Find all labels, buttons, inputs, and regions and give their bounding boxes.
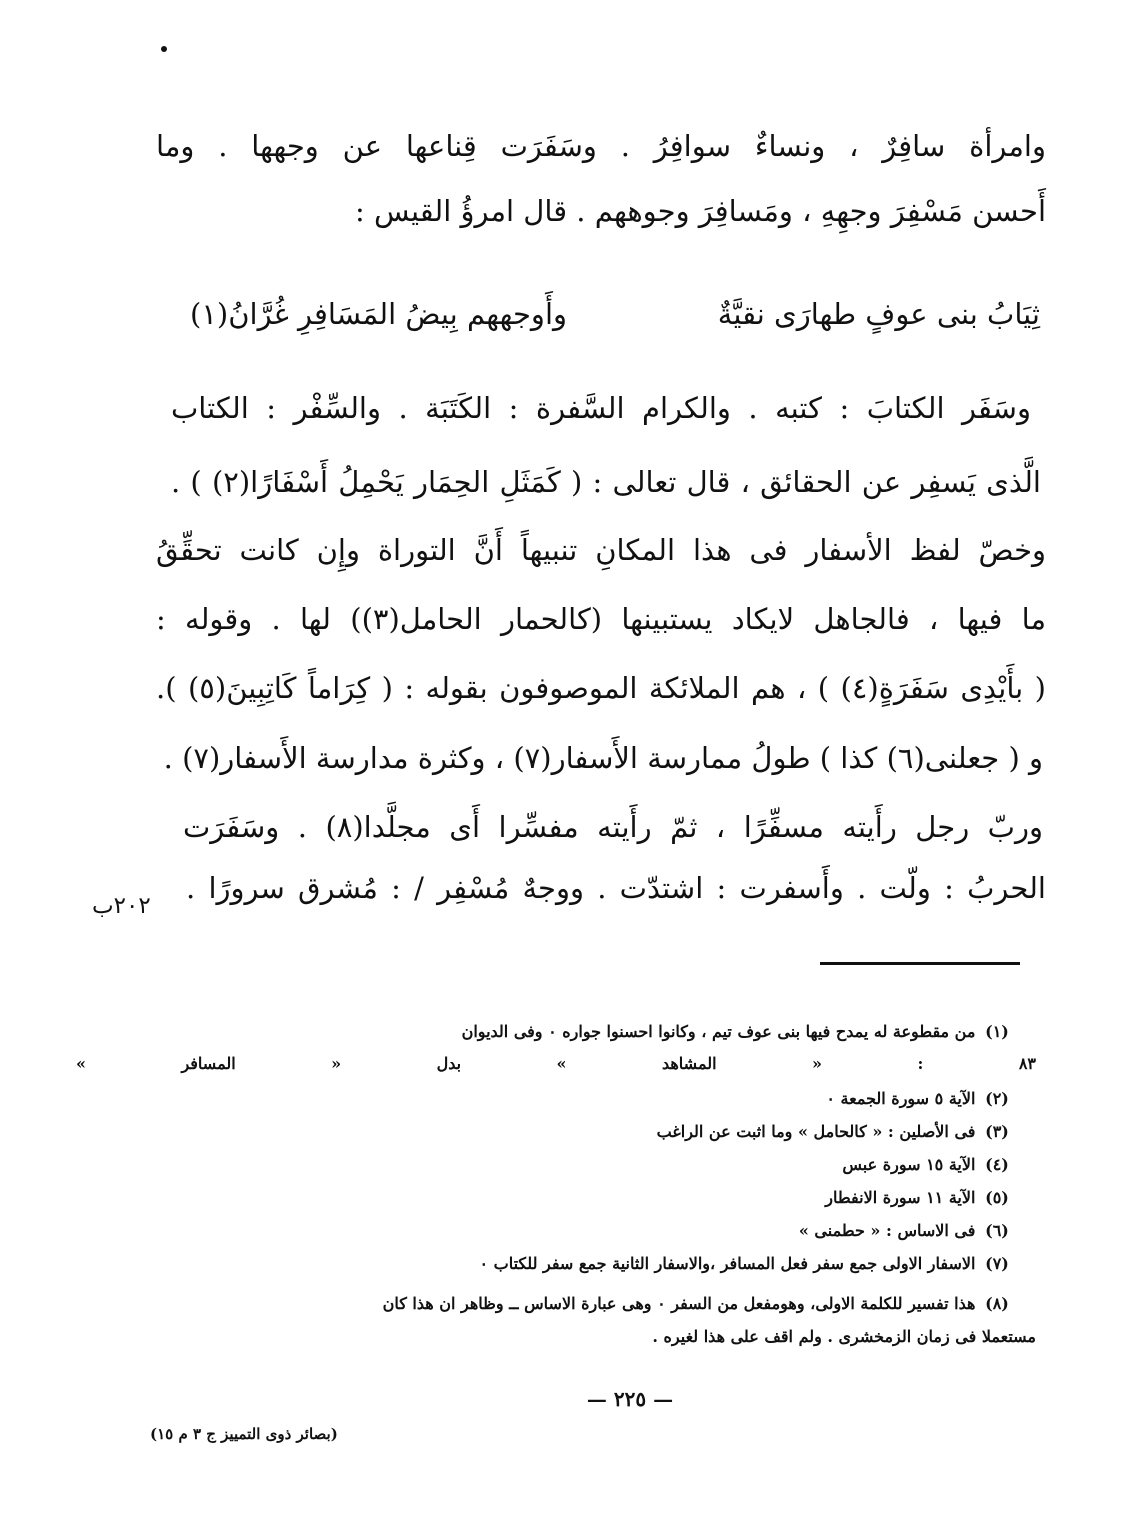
footnote-4: [842, 1153, 1013, 1177]
footnote-text: الآية ٥ سورة الجمعة ٠: [826, 1089, 976, 1108]
footnote-text: الآية ١٥ سورة عبس: [842, 1155, 976, 1174]
footnote-text: فى الأصلين : « كالحامل » وما اثبت عن الراغب: [656, 1122, 976, 1141]
ink-speck: [161, 46, 167, 52]
body-line-1: وامرأة سافِرٌ ، ونساءٌ سوافِرُ . وسَفَرَت قِناعها عن وجهها . وما: [156, 129, 1046, 163]
margin-folio-note: ٢٠٢ب: [92, 893, 151, 919]
footnote-3: [657, 1120, 1013, 1144]
footnote-number: (٣): [985, 1122, 1009, 1141]
body-line-7: ( بأَيْدِى سَفَرَةٍ(٤) ) ، هم الملائكة الموصوفون بقوله : ( كِرَاماً كَاتِبِينَ(٥) ).: [156, 671, 1046, 705]
footnote-8-continuation: مستعملا فى زمان الزمخشرى . ولم اقف على هذا لغيره .: [652, 1327, 1036, 1346]
book-signature: (بصائر ذوى التمييز ج ٣ م ١٥): [150, 1425, 338, 1443]
body-line-2: أَحسن مَسْفِرَ وجهِهِ ، ومَسافِرَ وجوههم . قال امرؤُ القيس :: [354, 194, 1046, 228]
footnote-text: الاسفار الاولى جمع سفر فعل المسافر ،والاسفار الثانية جمع سفر للكتاب ٠: [479, 1254, 976, 1273]
page-number: — ٢٢٥ —: [586, 1387, 674, 1411]
body-line-10: الحربُ : ولّت . وأَسفرت : اشتدّت . ووجهٌ مُسْفِر / : مُشرق سرورًا .: [186, 871, 1046, 905]
body-line-3: وسَفَر الكتابَ : كتبه . والكرام السَّفرة : الكَتَبَة . والسِّفْر : الكتاب: [171, 391, 1031, 425]
footnote-1: [462, 1020, 1013, 1044]
footnote-8: [383, 1292, 1013, 1316]
footnote-text: من مقطوعة له يمدح فيها بنى عوف تيم ، وكانوا احسنوا جواره ٠ وفى الديوان: [461, 1022, 976, 1041]
footnote-separator: [820, 962, 1020, 965]
poetry-verse: [190, 292, 1040, 336]
footnote-text: فى الاساس : « حطمنى »: [798, 1221, 976, 1240]
footnote-7: [480, 1252, 1014, 1276]
footnote-number: (٦): [985, 1221, 1009, 1240]
footnote-1-continuation: ٨٣ : « المشاهد » بدل « المسافر »: [76, 1054, 1036, 1073]
footnote-number: (٢): [985, 1089, 1009, 1108]
body-line-6: ما فيها ، فالجاهل لايكاد يستبينها (كالحمار الحامل(٣)) لها . وقوله :: [156, 602, 1046, 636]
footnote-number: (٥): [985, 1188, 1009, 1207]
body-line-9: وربّ رجل رأَيته مسفِّرًا ، ثمّ رأَيته مفسِّرا أَى مجلَّدا(٨) . وسَفَرَت: [183, 810, 1043, 844]
footnote-text: هذا تفسير للكلمة الاولى، وهومفعل من السفر ٠ وهى عبارة الاساس ــ وظاهر ان هذا كان: [382, 1294, 976, 1313]
footnote-6: [799, 1219, 1013, 1243]
footnote-number: (٧): [985, 1254, 1009, 1273]
body-line-5: وخصّ لفظ الأسفار فى هذا المكانِ تنبيهاً أَنَّ التوراة وإِن كانت تحقِّقُ: [156, 533, 1046, 567]
footnote-number: (٨): [985, 1294, 1009, 1313]
body-line-8: و ( جعلنى(٦) كذا ) طولُ ممارسة الأَسفار(٧) ، وكثرة مدارسة الأَسفار(٧) .: [163, 741, 1043, 775]
verse-hemistich-2: وأَوجههم بِيضُ المَسَافِرِ غُرَّانُ(١): [190, 297, 568, 331]
footnote-5: [825, 1186, 1013, 1210]
footnote-number: (٤): [985, 1155, 1009, 1174]
footnote-number: (١): [985, 1022, 1009, 1041]
footnote-text: الآية ١١ سورة الانفطار: [825, 1188, 976, 1207]
footnote-2: [826, 1087, 1013, 1111]
body-line-4: الَّذى يَسفِر عن الحقائق ، قال تعالى : ( كَمَثَلِ الحِمَار يَحْمِلُ أَسْفَارًا(٢) ) .: [171, 465, 1041, 499]
verse-hemistich-1: ثِيَابُ بنى عوفٍ طهارَى نقيَّةٌ: [717, 297, 1040, 331]
